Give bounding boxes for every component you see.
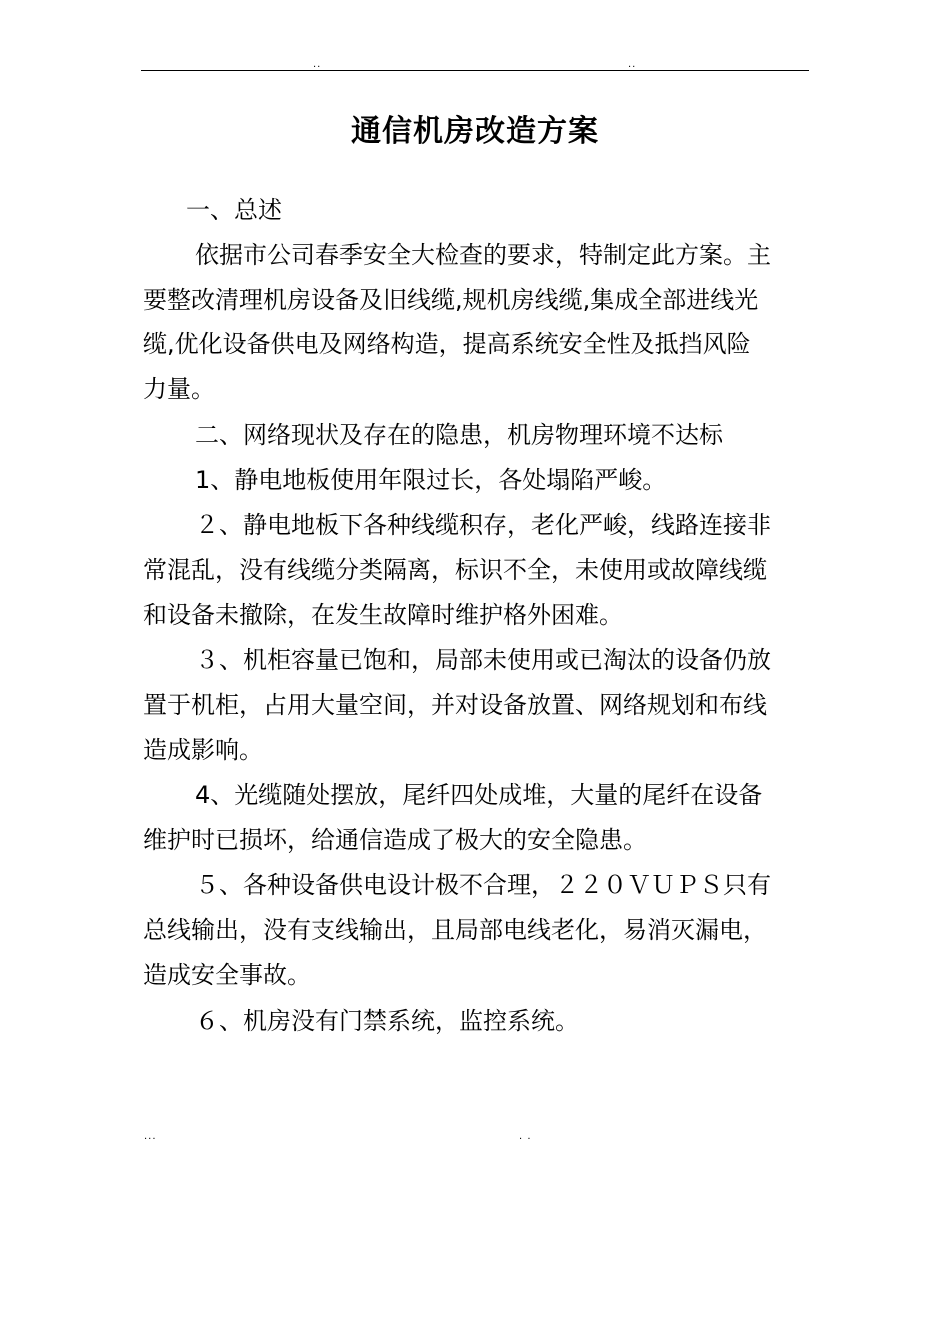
paragraph-line: 缆,优化设备供电及网络构造，提高系统安全性及抵挡风险 xyxy=(143,330,751,358)
list-item-2: ２、静电地板下各种线缆积存，老化严峻，线路连接非 xyxy=(195,511,771,539)
section-heading-issues: 二、网络现状及存在的隐患，机房物理环境不达标 xyxy=(195,421,723,449)
paragraph-line: 要整改清理机房设备及旧线缆,规机房线缆,集成全部进线光 xyxy=(143,286,759,314)
footer-mark-right: . . xyxy=(519,1131,532,1142)
paragraph-line: 力量。 xyxy=(143,375,215,403)
list-item-3: ３、机柜容量已饱和，局部未使用或已淘汰的设备仍放 xyxy=(195,646,771,674)
paragraph-line: 造成影响。 xyxy=(143,736,263,764)
header-mark-right: .. xyxy=(628,59,637,70)
paragraph-line: 常混乱，没有线缆分类隔离，标识不全，未使用或故障线缆 xyxy=(143,556,767,584)
list-item-5: ５、各种设备供电设计极不合理，２２０ＶＵＰＳ只有 xyxy=(195,871,771,899)
document-title: 通信机房改造方案 xyxy=(351,114,599,149)
list-item-4: 4、光缆随处摆放，尾纤四处成堆，大量的尾纤在设备 xyxy=(195,781,763,809)
footer-mark-left: ... xyxy=(144,1131,157,1142)
paragraph-line: 维护时已损坏，给通信造成了极大的安全隐患。 xyxy=(143,826,647,854)
paragraph-line: 依据市公司春季安全大检查的要求，特制定此方案。主 xyxy=(195,241,771,269)
list-item-6: ６、机房没有门禁系统，监控系统。 xyxy=(195,1007,579,1035)
section-heading-overview: 一、总述 xyxy=(186,196,282,224)
header-rule xyxy=(141,70,809,71)
paragraph-line: 总线输出，没有支线输出，且局部电线老化，易消灭漏电， xyxy=(143,916,767,944)
header-mark-left: .. xyxy=(313,59,322,70)
paragraph-line: 造成安全事故。 xyxy=(143,961,311,989)
paragraph-line: 和设备未撤除，在发生故障时维护格外困难。 xyxy=(143,601,623,629)
paragraph-line: 置于机柜，占用大量空间，并对设备放置、网络规划和布线 xyxy=(143,691,767,719)
list-item-1: 1、静电地板使用年限过长，各处塌陷严峻。 xyxy=(195,466,667,494)
